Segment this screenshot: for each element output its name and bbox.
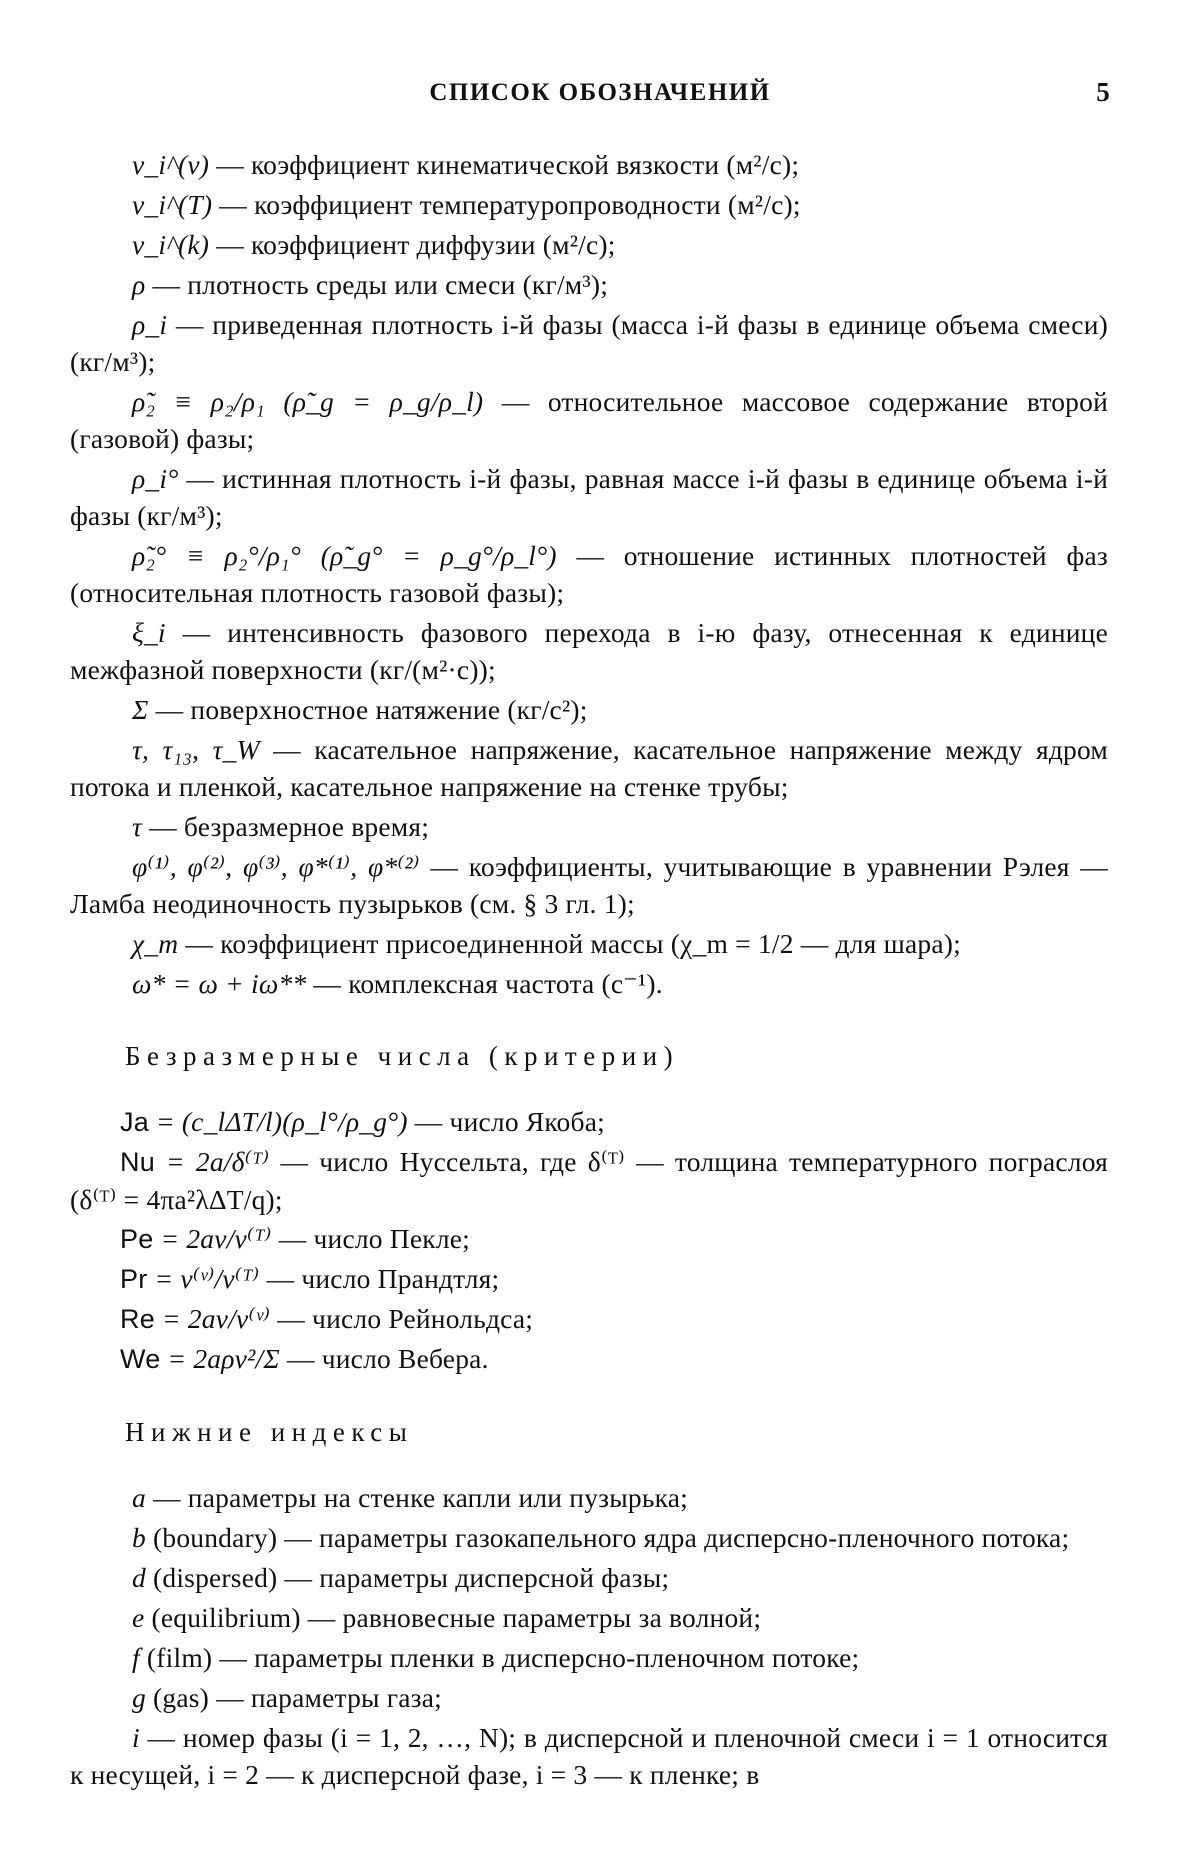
criterion-definition: — число Прандтля; — [259, 1263, 500, 1294]
criterion-name: Pe — [120, 1224, 154, 1254]
symbol: ω* = ω + iω** — [132, 968, 307, 999]
symbol-entry — [70, 808, 1108, 845]
index-symbol: b — [132, 1522, 146, 1553]
index-entry — [70, 1519, 1108, 1556]
definition: — комплексная частота (с⁻¹). — [306, 968, 663, 999]
definition: — коэффициент температуропроводности (м²/с); — [212, 189, 801, 220]
criterion-entry — [70, 1300, 1108, 1338]
criterion-entry — [70, 1220, 1108, 1258]
criterion-entry — [70, 1340, 1108, 1378]
symbol-entry — [70, 383, 1108, 457]
symbol-entry — [70, 460, 1108, 534]
criterion-definition: — число Якоба; — [407, 1106, 605, 1137]
definition: — приведенная плотность i-й фазы (масса i-й фазы в единице объема смеси) (кг/м³); — [70, 309, 1108, 377]
symbol-entry — [70, 691, 1108, 728]
symbol-entry — [70, 226, 1108, 263]
index-entry — [70, 1679, 1108, 1716]
index-definition: — номер фазы (i = 1, 2, …, N); в дисперсной и пленочной смеси i = 1 относится к несущей, i = 2 — к дисперсной фазе, i = 3 — к пленке; в — [70, 1722, 1108, 1790]
index-symbol: e — [132, 1602, 145, 1633]
symbol-entry — [70, 925, 1108, 962]
criterion-definition: — число Пекле; — [271, 1223, 470, 1254]
definition: — относительное массовое содержание второй (газовой) фазы; — [70, 386, 1108, 454]
definition: — поверхностное натяжение (кг/с²); — [148, 694, 588, 725]
definition: — отношение истинных плотностей фаз (относительная плотность газовой фазы); — [70, 540, 1108, 608]
criterion-entry — [70, 1143, 1108, 1218]
symbol-entry — [70, 537, 1108, 611]
definition: — коэффициент кинематической вязкости (м²/с); — [209, 149, 800, 180]
definition: — безразмерное время; — [142, 811, 430, 842]
criterion-formula: = 2av/ν⁽ᵀ⁾ — [153, 1223, 272, 1254]
symbol-entry — [70, 965, 1108, 1002]
symbol-entry — [70, 306, 1108, 380]
symbol: τ, τ₁₃, τ_W — [132, 734, 260, 765]
criterion-name: Re — [120, 1304, 155, 1334]
page-body — [70, 146, 1108, 1796]
section-heading-criteria: Безразмерные числа (критерии) — [125, 1041, 680, 1071]
symbol-entry — [70, 731, 1108, 805]
index-entry — [70, 1639, 1108, 1676]
symbol: ρ̃₂° ≡ ρ₂°/ρ₁° (ρ̃_g° = ρ_g°/ρ_l°) — [132, 540, 557, 571]
index-symbol: d — [132, 1562, 146, 1593]
symbol-entry — [70, 266, 1108, 303]
symbol: ν_i^(k) — [132, 229, 210, 260]
symbol: χ_m — [132, 928, 179, 959]
definition: — коэффициент диффузии (м²/с); — [209, 229, 616, 260]
index-entry — [70, 1559, 1108, 1596]
symbol: ρ_i — [132, 309, 168, 340]
criteria-list — [70, 1103, 1108, 1378]
criterion-formula: = ν⁽ᵛ⁾/ν⁽ᵀ⁾ — [147, 1263, 260, 1294]
definition: — коэффициенты, учитывающие в уравнении Рэлея — Ламба неодиночность пузырьков (см. § 3 гл. 1); — [70, 851, 1108, 919]
definition: — интенсивность фазового перехода в i-ю фазу, отнесенная к единице межфазной поверхности (кг/(м²·с)); — [70, 617, 1108, 685]
index-symbol: f — [132, 1642, 140, 1673]
page-header-title: СПИСОК ОБОЗНАЧЕНИЙ — [429, 79, 771, 106]
symbol: ν_i^(T) — [132, 189, 213, 220]
page-number: 5 — [1096, 77, 1110, 107]
symbol: ξ_i — [132, 617, 166, 648]
index-entry — [70, 1479, 1108, 1516]
criterion-definition: — число Нуссельта, где δ⁽ᵀ⁾ — толщина температурного пограслоя (δ⁽ᵀ⁾ = 4πa²λΔT/q); — [70, 1146, 1108, 1215]
criterion-formula: = 2av/ν⁽ᵛ⁾ — [154, 1303, 271, 1334]
criterion-formula: = (c_lΔT/l)(ρ_l°/ρ_g°) — [148, 1106, 408, 1137]
section-heading-indices: Нижние индексы — [125, 1417, 414, 1447]
criterion-entry — [70, 1260, 1108, 1298]
symbol: Σ — [132, 694, 149, 725]
symbol: ν_i^(v) — [132, 149, 210, 180]
index-definition: (boundary) — параметры газокапельного ядра дисперсно-пленочного потока; — [145, 1522, 1070, 1553]
symbol-entry — [70, 614, 1108, 688]
indices-list — [70, 1479, 1108, 1793]
symbol-entry — [70, 848, 1108, 922]
criterion-definition: — число Рейнольдса; — [270, 1303, 534, 1334]
index-definition: (film) — параметры пленки в дисперсно-пленочном потоке; — [139, 1642, 860, 1673]
definition: — касательное напряжение, касательное напряжение между ядром потока и пленкой, касательное напряжение на стенке трубы; — [70, 734, 1108, 802]
index-definition: (equilibrium) — равновесные параметры за волной; — [144, 1602, 762, 1633]
index-entry — [70, 1599, 1108, 1636]
symbol-entry — [70, 146, 1108, 183]
symbol: φ⁽¹⁾, φ⁽²⁾, φ⁽³⁾, φ*⁽¹⁾, φ*⁽²⁾ — [132, 851, 420, 882]
index-symbol: g — [132, 1682, 146, 1713]
index-symbol: i — [132, 1722, 140, 1753]
criterion-definition: — число Вебера. — [279, 1343, 489, 1374]
index-definition: (gas) — параметры газа; — [145, 1682, 442, 1713]
criterion-formula: = 2aρv²/Σ — [160, 1343, 280, 1374]
definition: — истинная плотность i-й фазы, равная массе i-й фазы в единице объема i-й фазы (кг/м³); — [70, 463, 1108, 531]
definition: — плотность среды или смеси (кг/м³); — [145, 269, 609, 300]
symbol: ρ̃₂ ≡ ρ₂/ρ₁ (ρ̃_g = ρ_g/ρ_l) — [132, 386, 484, 417]
symbols-list — [70, 146, 1108, 1002]
criterion-name: Nu — [120, 1147, 155, 1177]
index-entry — [70, 1719, 1108, 1793]
symbol-entry — [70, 186, 1108, 223]
criterion-name: Ja — [120, 1107, 149, 1137]
symbol: ρ — [132, 269, 146, 300]
criterion-name: We — [120, 1344, 161, 1374]
index-definition: (dispersed) — параметры дисперсной фазы; — [145, 1562, 670, 1593]
definition: — коэффициент присоединенной массы (χ_m = 1/2 — для шара); — [178, 928, 961, 959]
criterion-entry — [70, 1103, 1108, 1141]
criterion-formula: = 2a/δ⁽ᵀ⁾ — [154, 1146, 270, 1177]
symbol: τ — [132, 811, 143, 842]
index-definition: — параметры на стенке капли или пузырька; — [145, 1482, 688, 1513]
symbol: ρ_i° — [132, 463, 179, 494]
criterion-name: Pr — [120, 1264, 148, 1294]
index-symbol: a — [132, 1482, 146, 1513]
running-head — [0, 74, 1200, 114]
